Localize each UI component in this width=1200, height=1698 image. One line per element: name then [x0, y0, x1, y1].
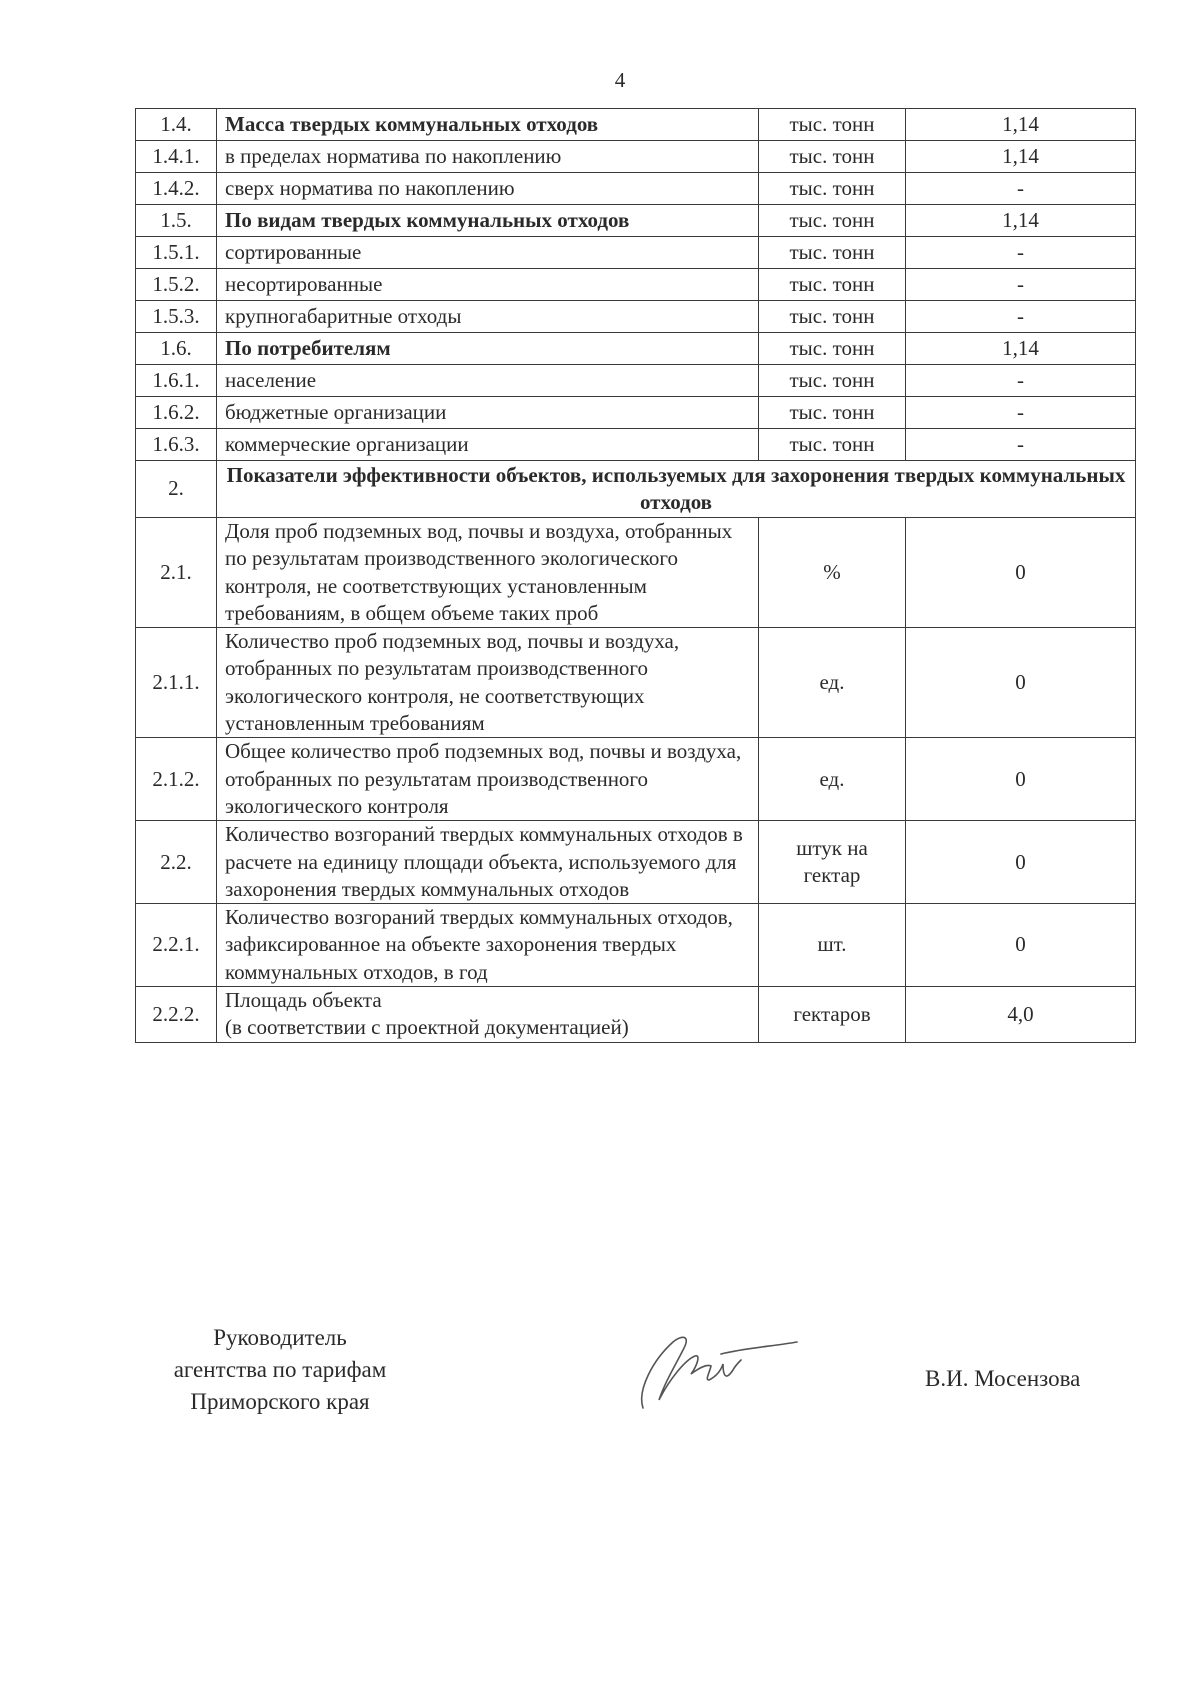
- row-number: 1.6.: [136, 333, 217, 365]
- table-row: [136, 628, 1136, 738]
- row-unit: тыс. тонн: [759, 365, 906, 397]
- table-row: [136, 333, 1136, 365]
- row-unit: тыс. тонн: [759, 333, 906, 365]
- row-value: -: [906, 269, 1136, 301]
- row-number: 1.6.1.: [136, 365, 217, 397]
- row-value: -: [906, 365, 1136, 397]
- row-value: 1,14: [906, 109, 1136, 141]
- table-row: [136, 173, 1136, 205]
- table-body-section-1: [136, 109, 1136, 461]
- row-unit: тыс. тонн: [759, 141, 906, 173]
- row-unit: шт.: [759, 904, 906, 987]
- table-row: [136, 738, 1136, 821]
- table-row: [136, 365, 1136, 397]
- row-value: 0: [906, 821, 1136, 904]
- row-value: 0: [906, 738, 1136, 821]
- row-unit: ед.: [759, 738, 906, 821]
- row-indicator-name: Количество возгораний твердых коммунальных отходов в расчете на единицу площади объекта, используемого для захоронения твердых коммунальных отходов: [217, 821, 759, 904]
- row-indicator-name: крупногабаритные отходы: [217, 301, 759, 333]
- row-value: 0: [906, 518, 1136, 628]
- table-row: [136, 904, 1136, 987]
- row-unit: тыс. тонн: [759, 269, 906, 301]
- row-indicator-name: Площадь объекта (в соответствии с проектной документацией): [217, 987, 759, 1043]
- table-row: [136, 987, 1136, 1043]
- row-indicator-name: коммерческие организации: [217, 429, 759, 461]
- section-2-header-row: [136, 461, 1136, 518]
- table-row: [136, 269, 1136, 301]
- row-unit: тыс. тонн: [759, 429, 906, 461]
- table-row: [136, 429, 1136, 461]
- row-value: -: [906, 301, 1136, 333]
- row-indicator-name: бюджетные организации: [217, 397, 759, 429]
- row-indicator-name: сортированные: [217, 237, 759, 269]
- row-number: 2.2.2.: [136, 987, 217, 1043]
- row-indicator-name: По потребителям: [217, 333, 759, 365]
- row-value: 1,14: [906, 141, 1136, 173]
- row-number: 1.5.1.: [136, 237, 217, 269]
- row-number: 2.1.1.: [136, 628, 217, 738]
- row-indicator-name: в пределах норматива по накоплению: [217, 141, 759, 173]
- row-value: 1,14: [906, 205, 1136, 237]
- table-row: [136, 237, 1136, 269]
- page-number: 4: [614, 68, 626, 92]
- signatory-position: [145, 1322, 415, 1419]
- row-indicator-name: Доля проб подземных вод, почвы и воздуха, отобранных по результатам производственного экологического контроля, не соответствующих установленным требованиям, в общем объеме таких проб: [217, 518, 759, 628]
- row-indicator-name: несортированные: [217, 269, 759, 301]
- table-row: [136, 301, 1136, 333]
- table-body-section-2-header: [136, 461, 1136, 518]
- handwritten-signature: [625, 1320, 805, 1420]
- table-row: [136, 397, 1136, 429]
- table-row: [136, 518, 1136, 628]
- row-number: 1.6.3.: [136, 429, 217, 461]
- signatory-position-line: агентства по тарифам: [173, 1357, 387, 1383]
- row-indicator-name: Количество проб подземных вод, почвы и воздуха, отобранных по результатам производственного экологического контроля, не соответствующих установленным требованиям: [217, 628, 759, 738]
- row-unit: %: [759, 518, 906, 628]
- row-unit: тыс. тонн: [759, 173, 906, 205]
- row-indicator-name: население: [217, 365, 759, 397]
- row-number: 1.4.1.: [136, 141, 217, 173]
- row-unit: тыс. тонн: [759, 301, 906, 333]
- row-indicator-name: сверх норматива по накоплению: [217, 173, 759, 205]
- signatory-position-line: Руководитель: [213, 1325, 347, 1350]
- row-value: -: [906, 397, 1136, 429]
- signatory-position-line: Приморского края: [190, 1389, 370, 1415]
- row-value: 4,0: [906, 987, 1136, 1043]
- row-number: 2.1.2.: [136, 738, 217, 821]
- indicators-table: [135, 108, 1136, 1043]
- row-unit: ед.: [759, 628, 906, 738]
- row-value: -: [906, 237, 1136, 269]
- row-number: 1.5.3.: [136, 301, 217, 333]
- row-value: 1,14: [906, 333, 1136, 365]
- row-indicator-name: По видам твердых коммунальных отходов: [217, 205, 759, 237]
- row-value: -: [906, 173, 1136, 205]
- row-number: 1.6.2.: [136, 397, 217, 429]
- row-unit: тыс. тонн: [759, 205, 906, 237]
- row-number: 1.5.2.: [136, 269, 217, 301]
- row-value: -: [906, 429, 1136, 461]
- table-body-section-2: [136, 518, 1136, 1043]
- table-row: [136, 141, 1136, 173]
- row-unit: тыс. тонн: [759, 237, 906, 269]
- row-unit: тыс. тонн: [759, 397, 906, 429]
- row-value: 0: [906, 904, 1136, 987]
- table-row: [136, 205, 1136, 237]
- signatory-name: В.И. Мосензова: [925, 1366, 1081, 1391]
- row-number: 1.4.2.: [136, 173, 217, 205]
- row-unit: гектаров: [759, 987, 906, 1043]
- row-number: 1.5.: [136, 205, 217, 237]
- row-value: 0: [906, 628, 1136, 738]
- row-indicator-name: Общее количество проб подземных вод, почвы и воздуха, отобранных по результатам производственного экологического контроля: [217, 738, 759, 821]
- row-unit: штук на гектар: [759, 821, 906, 904]
- section-2-number: 2.: [136, 461, 217, 518]
- table-row: [136, 821, 1136, 904]
- row-number: 2.2.: [136, 821, 217, 904]
- table-row: [136, 109, 1136, 141]
- row-indicator-name: Количество возгораний твердых коммунальных отходов, зафиксированное на объекте захоронения твердых коммунальных отходов, в год: [217, 904, 759, 987]
- row-number: 2.2.1.: [136, 904, 217, 987]
- row-unit: тыс. тонн: [759, 109, 906, 141]
- row-indicator-name: Масса твердых коммунальных отходов: [217, 109, 759, 141]
- row-number: 1.4.: [136, 109, 217, 141]
- section-2-title: Показатели эффективности объектов, используемых для захоронения твердых коммунальных отходов: [217, 461, 1136, 518]
- row-number: 2.1.: [136, 518, 217, 628]
